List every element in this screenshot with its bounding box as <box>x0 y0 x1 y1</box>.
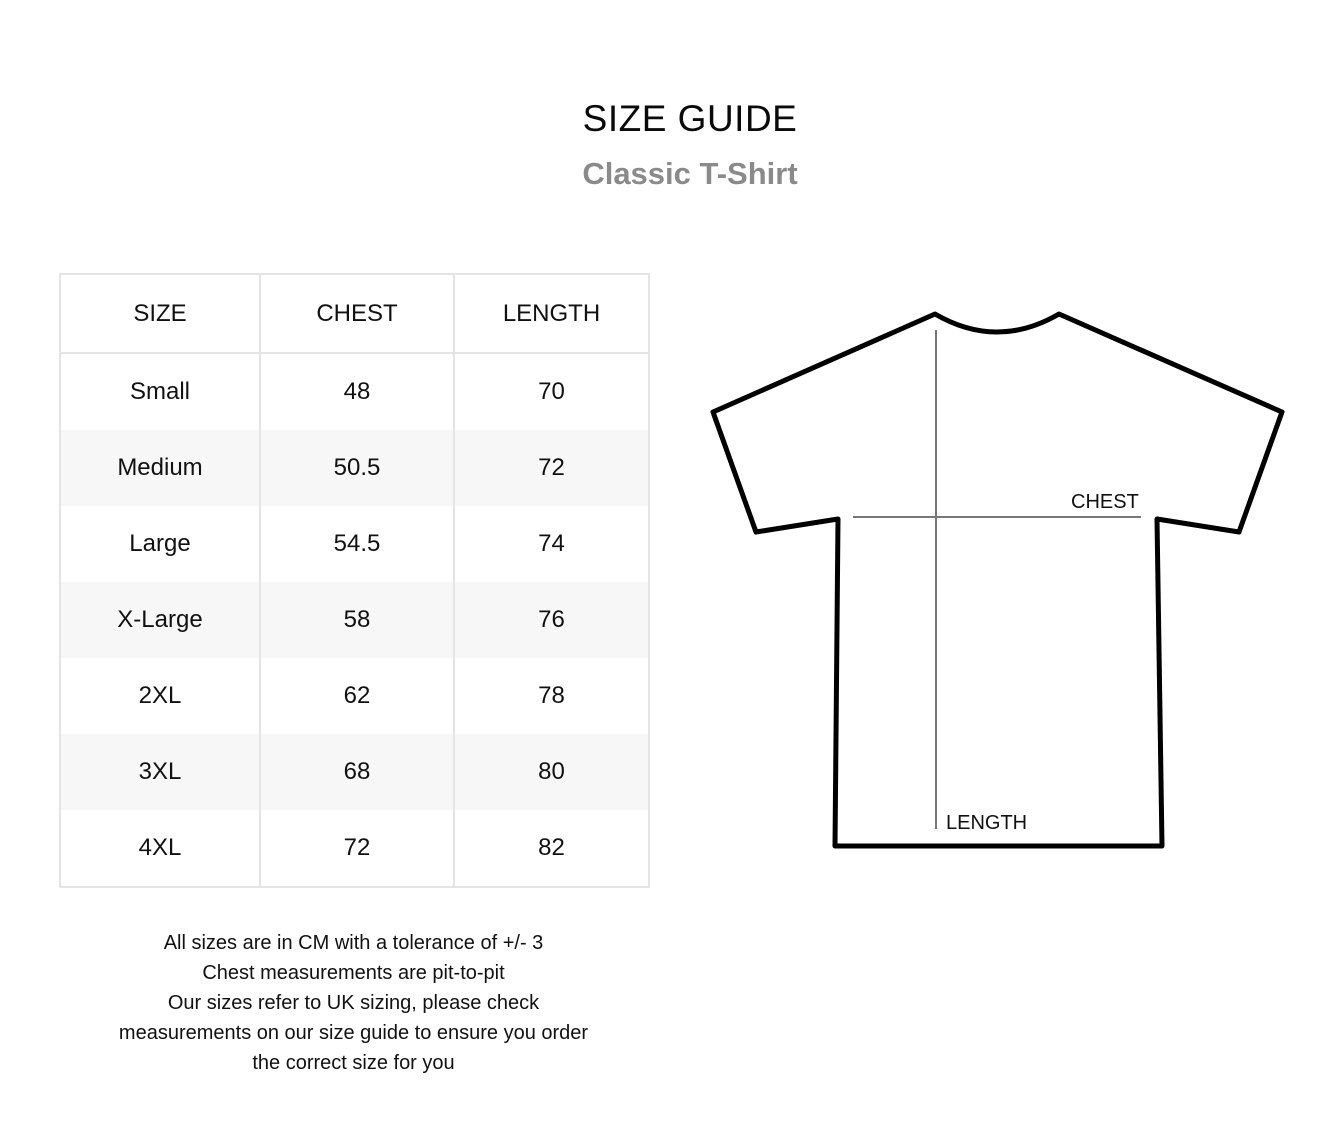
length-cell: 80 <box>454 734 649 810</box>
size-cell: X-Large <box>60 582 260 658</box>
chest-cell: 58 <box>260 582 454 658</box>
chest-cell: 48 <box>260 353 454 430</box>
size-cell: 4XL <box>60 810 260 887</box>
length-label: LENGTH <box>946 812 1028 834</box>
table-row <box>60 506 649 582</box>
size-notes <box>59 928 648 1078</box>
length-cell: 76 <box>454 582 649 658</box>
page-title: SIZE GUIDE <box>582 98 798 139</box>
note-line: All sizes are in CM with a tolerance of +/- 3 <box>163 932 544 954</box>
chest-cell: 54.5 <box>260 506 454 582</box>
size-cell: 3XL <box>60 734 260 810</box>
length-cell: 74 <box>454 506 649 582</box>
chest-label: CHEST <box>1071 491 1139 513</box>
table-row <box>60 734 649 810</box>
column-header-size: SIZE <box>60 274 260 353</box>
size-table <box>59 273 650 888</box>
table-row <box>60 353 649 430</box>
size-cell: Large <box>60 506 260 582</box>
length-cell: 78 <box>454 658 649 734</box>
column-header-length: LENGTH <box>454 274 649 353</box>
table-header-row <box>60 274 649 353</box>
length-cell: 82 <box>454 810 649 887</box>
chest-cell: 50.5 <box>260 430 454 506</box>
table-row <box>60 430 649 506</box>
note-line: measurements on our size guide to ensure you order <box>118 1022 589 1044</box>
size-cell: 2XL <box>60 658 260 734</box>
chest-cell: 62 <box>260 658 454 734</box>
table-row <box>60 658 649 734</box>
chest-cell: 72 <box>260 810 454 887</box>
table-row <box>60 810 649 887</box>
note-line: Chest measurements are pit-to-pit <box>202 962 505 984</box>
size-cell: Small <box>60 353 260 430</box>
chest-cell: 68 <box>260 734 454 810</box>
size-cell: Medium <box>60 430 260 506</box>
note-line: the correct size for you <box>252 1052 455 1074</box>
tshirt-diagram <box>700 295 1300 865</box>
length-cell: 70 <box>454 353 649 430</box>
column-header-chest: CHEST <box>260 274 454 353</box>
tshirt-outline <box>713 314 1282 846</box>
length-cell: 72 <box>454 430 649 506</box>
note-line: Our sizes refer to UK sizing, please check <box>167 992 540 1014</box>
page-subtitle: Classic T-Shirt <box>582 156 798 191</box>
table-row <box>60 582 649 658</box>
